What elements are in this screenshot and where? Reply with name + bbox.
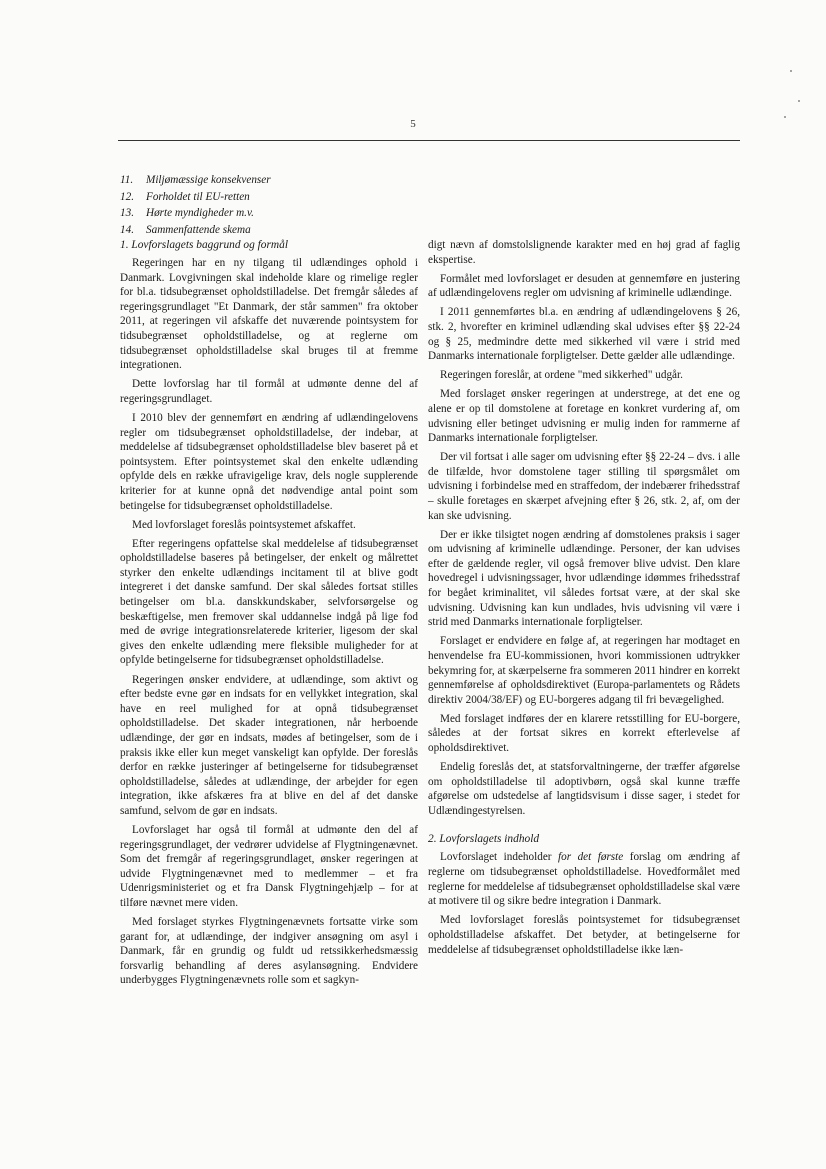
paragraph: Der er ikke tilsigtet nogen ændring af domstolenes praksis i sager om udvisning af kriminelle udlændinge. Personer, der kan udvises efter de gældende regler, vil også fremover blive udvist. Den klare hovedregel i udvisningssager, hvor udlændinge idømmes frihedsstraf for begået kriminalitet, vil således fortsat være, at der skal ske udvisning. Udvisning kan kun undlades, hvis udvisning vil være i strid med Danmarks internationale forpligtelser. [428,528,740,629]
toc-label: Hørte myndigheder m.v. [146,207,254,219]
toc-number: 13. [120,207,134,219]
paragraph-continuation: digt nævn af domstolslignende karakter med en høj grad af faglig ekspertise. [428,239,740,266]
toc-number: 11. [120,174,134,186]
paragraph: Regeringen har en ny tilgang til udlændinges ophold i Danmark. Lovgivningen skal indeholde klare og rimelige regler for bl.a. tidsubegrænset opholdstilladelse. Det fremgår således af regeringsgrundlaget "Et Danmark, der står sammen" fra oktober 2011, at regeringen vil afskaffe det nuværende pointsystem for tidsubegrænset opholdstilladelse, og at reglerne om tidsubegrænset opholdstilladelse skal bruges til at fremme integrationen. [120,257,418,372]
toc-item [120,222,440,239]
toc-item [120,172,440,189]
scan-speck [784,116,786,118]
toc-label: Miljømæssige konsekvenser [146,174,271,186]
paragraph: Formålet med lovforslaget er desuden at gennemføre en justering af udlændingelovens regler om udvisning af kriminelle udlændinge. [428,272,740,300]
paragraph: Forslaget er endvidere en følge af, at regeringen har modtaget en henvendelse fra EU-kommissionen, hvori kommissionen udtrykker bekymring for, at skærpelserne fra sommeren 2011 hindrer en korrekt gennemførelse af opholdsdirektivet (Europa-parlamentets og Rådets direktiv 2004/38/EF) og EU-borgeres adgang til fri bevægelighed. [428,635,740,706]
toc-label: Sammenfattende skema [146,223,251,236]
paragraph: Med forslaget ønsker regeringen at understrege, at det ene og alene er op til domstolene at foretage en konkret vurdering af, om udvisning eller betinget udvisning er mulig inden for rammerne af Danmarks internationale forpligtelser. [428,388,740,445]
toc-item [120,189,440,206]
section-1-heading: 1. Lovforslagets baggrund og formål [120,239,289,251]
paragraph: Regeringen foreslår, at ordene "med sikkerhed" udgår. [440,369,683,382]
toc-number: 14. [120,223,134,236]
paragraph [428,850,740,908]
emphasis-text: for det første [558,851,624,864]
left-column [120,238,418,993]
paragraph: Endelig foreslås det, at statsforvaltningerne, der træffer afgørelse om opholdstilladelse til adoptivbørn, også skal kunne træffe afgørelse om udstedelse af langtidsvisum i disse sager, i stedet for Udlændingestyrelsen. [428,761,740,817]
right-column [428,238,740,962]
paragraph: Dette lovforslag har til formål at udmønte denne del af regeringsgrundlaget. [120,378,418,405]
paragraph: I 2010 blev der gennemført en ændring af udlændingelovens regler om tidsubegrænset opholdstilladelse, der indebar, at meddelelse af tidsubegrænset opholdstilladelse blev baseret på et pointsystem. Efter pointsystemet skal den enkelte udlænding opfylde dels en række ufravigelige krav, dels nogle supplerende kriterier for at kunne opnå det nødvendige antal point som betingelse for tidsubegrænset opholdstilladelse. [120,411,418,512]
paragraph-text: Lovforslaget indeholder [440,851,559,864]
scan-speck [790,70,792,72]
paragraph: Der vil fortsat i alle sager om udvisning efter §§ 22-24 – dvs. i alle de tilfælde, hvor domstolene tager stilling til spørgsmålet om udvisning i forbindelse med en straffedom, der indebærer frihedsstraf – skulle foretages en skærpet afvejning efter § 26, stk. 2, af, om der kan ske udvisning. [428,451,740,522]
paragraph: Med forslaget styrkes Flygtningenævnets fortsatte virke som garant for, at udlændinge, der indgiver ansøgning om asyl i Danmark, får en grundig og fuldt ud retssikkerhedsmæssig forsvarlig behandling af deres asylansøgning. Endvidere underbygges Flygtningenævnets rolle som et sagkyn- [120,916,418,987]
toc-label: Forholdet til EU-retten [146,190,250,203]
table-of-contents [120,172,440,238]
header-rule [118,140,740,141]
toc-number: 12. [120,190,134,203]
paragraph-text: forslag om ændring af reglerne om tidsubegrænset opholdstilladelse. Hovedformålet med reglerne for meddelelse af tidsubegrænset opholdstilladelse skal være at motivere til og sikre bedre integration i Danmark. [428,851,740,908]
paragraph: Med forslaget indføres der en klarere retsstilling for EU-borgere, således at der fortsat sikres en korrekt efterlevelse af opholdsdirektivet. [428,712,740,754]
paragraph: Med lovforslaget foreslås pointsystemet afskaffet. [132,518,356,531]
paragraph: Efter regeringens opfattelse skal meddelelse af tidsubegrænset opholdstilladelse baseres på betingelser, der enkelt og målrettet styrker den enkelte udlændings incitament til at blive godt integreret i det danske samfund. Der skal således fortsat stilles betingelser om bl.a. danskkundskaber, selvforsørgelse og beskæftigelse, men fremover skal uddannelse indgå på lige fod med de øvrige integrationsrelaterede kriterier, ligesom der skal gives den enkelte udlænding mere fleksible muligheder for at opfylde betingelserne for tidsubegrænset opholdstilladelse. [120,537,418,667]
toc-item [120,205,440,222]
section-2-heading: 2. Lovforslagets indhold [428,833,540,846]
paragraph: Med lovforslaget foreslås pointsystemet for tidsubegrænset opholdstilladelse afskaffet. Det betyder, at betingelserne for meddelelse af tidsubegrænset opholdstilladelse ikke læn- [428,914,740,956]
paragraph: I 2011 gennemførtes bl.a. en ændring af udlændingelovens § 26, stk. 2, hvorefter en kriminel udlænding skal udvises efter §§ 22-24 og § 25, medmindre dette med sikkerhed vil være i strid med Danmarks internationale forpligtelser. Dette gælder alle udlændinge. [428,306,740,363]
scan-speck [798,100,800,102]
paragraph: Regeringen ønsker endvidere, at udlændinge, som aktivt og efter bedste evne gør en indsats for en vellykket integration, skal have en reel mulighed for at opnå tidsubegrænset opholdstilladelse. Det skader integrationen, når herboende udlændinge, der gør en indsats, mødes af betingelser, som de i praksis ikke eller kun meget vanskeligt kan opfylde. Der foreslås derfor en række justeringer af betingelserne for tidsubegrænset opholdstilladelse, således at udlændinge, der arbejder for egen integration, ikke afskæres fra at blive en del af det danske samfund, selvom de gør en indsats. [120,673,418,817]
paragraph: Lovforslaget har også til formål at udmønte den del af regeringsgrundlaget, der vedrører udvidelse af Flygtningenævnet. Som det fremgår af regeringsgrundlaget, ønsker regeringen at udvide Flygtningenævnet med to medlemmer – et fra Udenrigsministeriet og et fra Dansk Flygtningehjælp – for at tilføre nævnet mere viden. [120,823,418,909]
page-number: 5 [410,118,416,130]
